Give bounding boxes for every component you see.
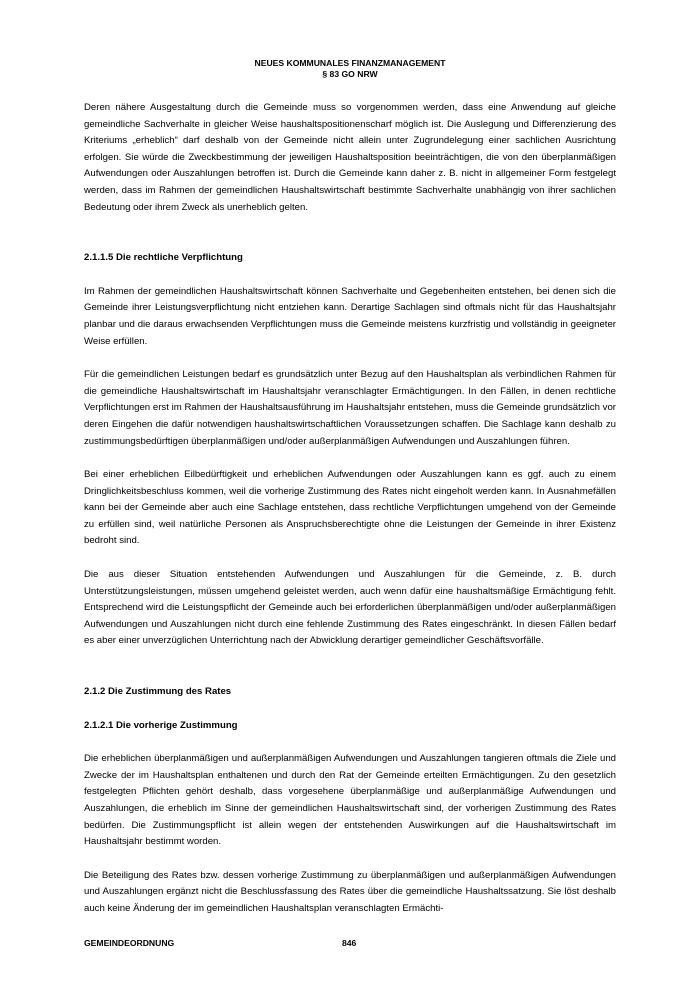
section-heading: 2.1.2 Die Zustimmung des Rates xyxy=(84,686,232,698)
paragraph: Für die gemeindlichen Leistungen bedarf es grundsätzlich unter Bezug auf den Haushaltsplan als verbindlichen Rahmen für die gemeindliche Haushaltswirtschaft im Haushaltsjahr veranschlagter Ermächtigungen. In den Fällen, in denen rechtliche Verpflichtungen erst im Rahmen der Haushaltsausführung im Haushaltsjahr entstehen, muss die Gemeinde grundsätzlich vor deren Eingehen die dafür notwendigen haushaltswirtschaftlichen Voraussetzungen schaffen. Die Sachlage kann deshalb zu zustimmungsbedürftigen überplanmäßigen und/oder außerplanmäßigen Aufwendungen und Auszahlungen führen. xyxy=(84,369,616,447)
footer-label: GEMEINDEORDNUNG xyxy=(84,938,175,948)
paragraph: Im Rahmen der gemeindlichen Haushaltswirtschaft können Sachverhalte und Gegebenheiten entstehen, bei denen sich die Gemeinde ihrer Leistungsverpflichtung nicht entziehen kann. Derartige Sachlagen sind oftmals nicht für das Haushaltsjahr planbar und die daraus erwachsenden Verpflichtungen muss die Gemeinde meistens kurzfristig und vollständig in geeigneter Weise erfüllen. xyxy=(84,285,616,347)
page-number: 846 xyxy=(342,938,357,948)
header-section: § 83 GO NRW xyxy=(322,69,378,79)
header-title: NEUES KOMMUNALES FINANZMANAGEMENT xyxy=(254,58,446,68)
section-heading: 2.1.1.5 Die rechtliche Verpflichtung xyxy=(84,252,243,264)
paragraph: Bei einer erheblichen Eilbedürftigkeit und erheblichen Aufwendungen oder Auszahlungen kann es ggf. auch zu einem Dringlichkeitsbeschluss kommen, weil die vorherige Zustimmung des Rates nicht eingeholt werden kann. In Ausnahmefällen kann bei der Gemeinde aber auch eine Sachlage entstehen, dass rechtliche Verpflichtungen umgehend von der Gemeinde zu erfüllen sind, weil natürliche Personen als Anspruchsberechtigte ohne die Leistungen der Gemeinde in ihrer Existenz bedroht sind. xyxy=(84,469,616,547)
paragraph: Die aus dieser Situation entstehenden Aufwendungen und Auszahlungen für die Gemeinde, z. B. durch Unterstützungsleistungen, müssen umgehend geleistet werden, auch wenn dafür eine haushaltsmäßige Ermächtigung fehlt. Entsprechend wird die Leistungspflicht der Gemeinde auch bei erforderlichen überplanmäßigen und/oder außerplanmäßigen Aufwendungen und Auszahlungen nicht durch eine fehlende Zustimmung des Rates eingeschränkt. In diesen Fällen bedarf es aber einer unverzüglichen Unterrichtung nach der Abwicklung derartiger gemeindlicher Geschäftsvorfälle. xyxy=(84,569,616,647)
page-header xyxy=(0,58,700,80)
section-heading: 2.1.2.1 Die vorherige Zustimmung xyxy=(84,719,238,731)
paragraph: Deren nähere Ausgestaltung durch die Gemeinde muss so vorgenommen werden, dass eine Anwendung auf gleiche gemeindliche Sachverhalte in gleicher Weise haushaltspositionenscharf möglich ist. Die Auslegung und Differenzierung des Kriteriums „erheblich“ darf deshalb von der Gemeinde nicht allein unter Zugrundelegung einer sachlichen Ausrichtung erfolgen. Sie würde die Zweckbestimmung der jeweiligen Haushaltsposition beeinträchtigen, die von den überplanmäßigen Aufwendungen oder Auszahlungen betroffen ist. Durch die Gemeinde kann daher z. B. nicht in allgemeiner Form festgelegt werden, dass im Rahmen der gemeindlichen Haushaltswirtschaft bestimmte Sachverhalte unabhängig von ihrer sachlichen Bedeutung oder ihrem Zweck als unerheblich gelten. xyxy=(84,102,616,213)
paragraph: Die Beteiligung des Rates bzw. dessen vorherige Zustimmung zu überplanmäßigen und außerplanmäßigen Aufwendungen und Auszahlungen ergänzt nicht die Beschlussfassung des Rates über die gemeindliche Haushaltssatzung. Sie löst deshalb auch keine Änderung der im gemeindlichen Haushaltsplan veranschlagten Ermächti- xyxy=(84,869,616,914)
document-body xyxy=(84,100,616,935)
paragraph: Die erheblichen überplanmäßigen und außerplanmäßigen Aufwendungen und Auszahlungen tangieren oftmals die Ziele und Zwecke der im Haushaltsplan enthaltenen und durch den Rat der Gemeinde erteilten Ermächtigungen. Zu den gesetzlich festgelegten Pflichten gehört deshalb, dass vorgesehene überplanmäßige und außerplanmäßige Aufwendungen und Auszahlungen, die erheblich im Sinne der gemeindlichen Haushaltswirtschaft sind, der vorherigen Zustimmung des Rates bedürfen. Die Zustimmungspflicht ist allein wegen der entstehenden Auswirkungen auf die Haushaltswirtschaft im Haushaltsjahr bestimmt worden. xyxy=(84,753,616,848)
